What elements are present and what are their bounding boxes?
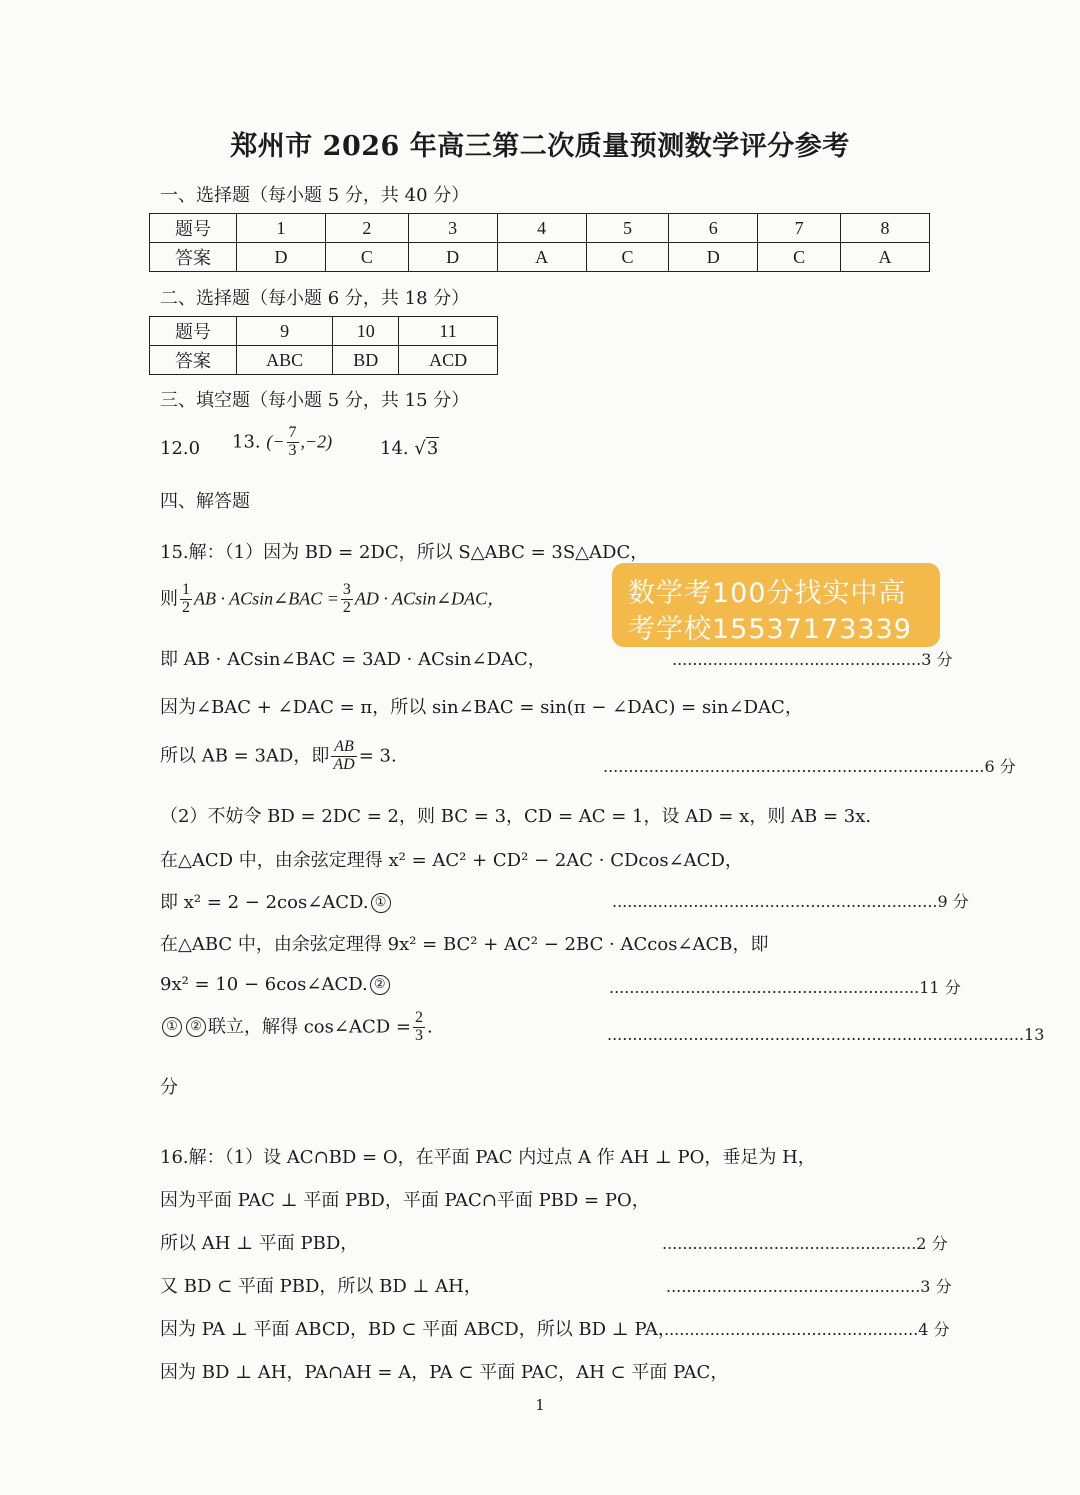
table-cell-q8: 8 (840, 214, 929, 243)
q15-line-12: 分 (160, 1077, 178, 1098)
table-cell-a1: D (237, 243, 326, 272)
score-3b: ..................................................3 分 (666, 1277, 952, 1296)
fraction-numerator: 2 (414, 1009, 423, 1026)
table-cell-q4: 4 (497, 214, 586, 243)
fraction-numerator: 7 (288, 424, 297, 441)
answer-13 (232, 425, 332, 460)
section3-heading: 三、填空题（每小题 5 分，共 15 分） (160, 390, 470, 411)
section2-heading: 二、选择题（每小题 6 分，共 18 分） (160, 288, 470, 309)
section1-answer-table (149, 213, 930, 272)
score-label: 3 分 (920, 1277, 952, 1296)
equation-marker-2: ② (186, 1017, 206, 1037)
table-cell-a6: D (669, 243, 758, 272)
table-cell-a9: ABC (237, 346, 333, 375)
fraction-numerator: AB (331, 739, 356, 757)
q15-line-2 (160, 582, 505, 617)
q15-line-5-prefix: 所以 AB = 3AD，即 (160, 745, 330, 767)
q15-line-8 (160, 888, 393, 914)
table-cell-q3: 3 (408, 214, 497, 243)
row-label-answer: 答案 (150, 243, 237, 272)
q15-line-1: 15.解：（1）因为 BD = 2DC，所以 S△ABC = 3S△ADC， (160, 542, 649, 563)
table-row-questions (150, 214, 930, 243)
sqrt-value: 3 (426, 438, 439, 459)
table-cell-q11: 11 (399, 317, 498, 346)
score-label: 3 分 (921, 650, 953, 669)
score-label: 9 分 (937, 892, 969, 911)
table-cell-a4: A (497, 243, 586, 272)
fraction-numerator: 3 (342, 581, 351, 598)
q15-line-2-expr-b: AD · ACsin∠DAC， (354, 588, 506, 609)
answer-13-close: ,−2) (300, 431, 333, 452)
q15-line-2-expr-a: AB · ACsin∠BAC = (194, 588, 339, 609)
equation-marker-1: ① (371, 893, 391, 913)
q15-line-2-prefix: 则 (160, 588, 178, 610)
section4-heading: 四、解答题 (160, 491, 250, 512)
answer-14-label: 14. (380, 438, 409, 459)
fraction-denominator: 3 (288, 441, 297, 459)
row-label-question: 题号 (150, 214, 237, 243)
q15-line-4: 因为∠BAC + ∠DAC = π，所以 sin∠BAC = sin(π − ∠DAC) = sin∠DAC， (160, 697, 803, 718)
answer-13-fraction (287, 425, 299, 460)
q15-line-7: 在△ACD 中，由余弦定理得 x² = AC² + CD² − 2AC · CDcos∠ACD， (160, 850, 743, 871)
table-cell-a7: C (758, 243, 841, 272)
q16-line-4: 又 BD ⊂ 平面 PBD，所以 BD ⊥ AH， (160, 1276, 482, 1297)
table-row-answers (150, 243, 930, 272)
row-label-question: 题号 (150, 317, 237, 346)
score-label: 13 (1024, 1025, 1045, 1044)
page-title: 郑州市 2026 年高三第二次质量预测数学评分参考 (230, 131, 850, 162)
fraction-two-thirds (413, 1010, 425, 1045)
score-label: 4 分 (918, 1320, 950, 1339)
table-cell-q7: 7 (758, 214, 841, 243)
watermark-line-1: 数学考100分找实中高 (628, 578, 907, 609)
q15-line-11 (160, 1010, 433, 1045)
fraction-denominator: 2 (342, 598, 351, 616)
score-label: 11 分 (919, 978, 961, 997)
score-4: ..................................................4 分 (664, 1320, 950, 1339)
fraction-denominator: 2 (182, 598, 190, 616)
q15-line-6: （2）不妨令 BD = 2DC = 2，则 BC = 3，CD = AC = 1，设 AD = x，则 AB = 3x. (160, 806, 872, 827)
q15-line-9: 在△ABC 中，由余弦定理得 9x² = BC² + AC² − 2BC · ACcos∠ACB，即 (160, 934, 769, 955)
equation-marker-2: ② (370, 975, 390, 995)
score-label: 6 分 (984, 757, 1016, 776)
q15-line-5 (160, 739, 397, 774)
answer-13-open: (− (266, 431, 285, 452)
fraction-three-halves (341, 582, 353, 617)
score-13: ..................................................................................13 (607, 1025, 1045, 1044)
q16-line-6: 因为 BD ⊥ AH，PA∩AH = A，PA ⊂ 平面 PAC，AH ⊂ 平面 PAC， (160, 1362, 729, 1383)
table-cell-q10: 10 (333, 317, 399, 346)
table-row-questions (150, 317, 498, 346)
table-cell-q9: 9 (237, 317, 333, 346)
q16-line-2: 因为平面 PAC ⊥ 平面 PBD，平面 PAC∩平面 PBD = PO， (160, 1190, 650, 1211)
section2-answer-table (149, 316, 498, 375)
table-cell-a8: A (840, 243, 929, 272)
watermark-line-2: 考学校15537173339 (628, 614, 912, 645)
table-cell-q2: 2 (325, 214, 408, 243)
q15-line-10-text: 9x² = 10 − 6cos∠ACD. (160, 974, 368, 995)
fraction-one-half (180, 582, 192, 617)
answer-13-label: 13. (232, 431, 261, 453)
score-label: 2 分 (916, 1234, 948, 1253)
fraction-ab-ad (331, 739, 356, 774)
answer-12: 12.0 (160, 438, 201, 459)
table-cell-a2: C (325, 243, 408, 272)
table-cell-q5: 5 (586, 214, 669, 243)
fraction-denominator: AD (333, 755, 355, 773)
table-cell-q6: 6 (669, 214, 758, 243)
score-9: ................................................................9 分 (612, 892, 969, 911)
q15-line-11-suffix: . (426, 1016, 433, 1038)
q15-line-11-text: 联立，解得 cos∠ACD = (208, 1016, 411, 1038)
score-11: .............................................................11 分 (609, 978, 961, 997)
score-6: ...........................................................................6 分 (603, 757, 1016, 776)
q15-line-3: 即 AB · ACsin∠BAC = 3AD · ACsin∠DAC， (160, 649, 546, 670)
equation-marker-1: ① (162, 1017, 182, 1037)
table-cell-a3: D (408, 243, 497, 272)
fraction-denominator: 3 (414, 1026, 423, 1044)
page-number: 1 (535, 1396, 545, 1414)
table-cell-a11: ACD (399, 346, 498, 375)
score-3: .................................................3 分 (672, 650, 953, 669)
sqrt-symbol: √ (414, 438, 426, 459)
row-label-answer: 答案 (150, 346, 237, 375)
q15-line-5-suffix: = 3. (358, 745, 397, 767)
table-cell-a5: C (586, 243, 669, 272)
q15-line-8-text: 即 x² = 2 − 2cos∠ACD. (160, 892, 369, 913)
q16-line-5: 因为 PA ⊥ 平面 ABCD，BD ⊂ 平面 ABCD，所以 BD ⊥ PA， (160, 1319, 676, 1340)
score-2: ..................................................2 分 (662, 1234, 948, 1253)
table-cell-q1: 1 (237, 214, 326, 243)
q15-line-10 (160, 974, 392, 995)
answer-14 (380, 438, 439, 459)
q16-line-1: 16.解：（1）设 AC∩BD = O，在平面 PAC 内过点 A 作 AH ⊥ PO，垂足为 H， (160, 1147, 816, 1168)
section1-heading: 一、选择题（每小题 5 分，共 40 分） (160, 185, 470, 206)
q16-line-3: 所以 AH ⊥ 平面 PBD， (160, 1233, 359, 1254)
promo-watermark (612, 563, 940, 647)
table-row-answers (150, 346, 498, 375)
table-cell-a10: BD (333, 346, 399, 375)
fraction-numerator: 1 (182, 581, 190, 598)
